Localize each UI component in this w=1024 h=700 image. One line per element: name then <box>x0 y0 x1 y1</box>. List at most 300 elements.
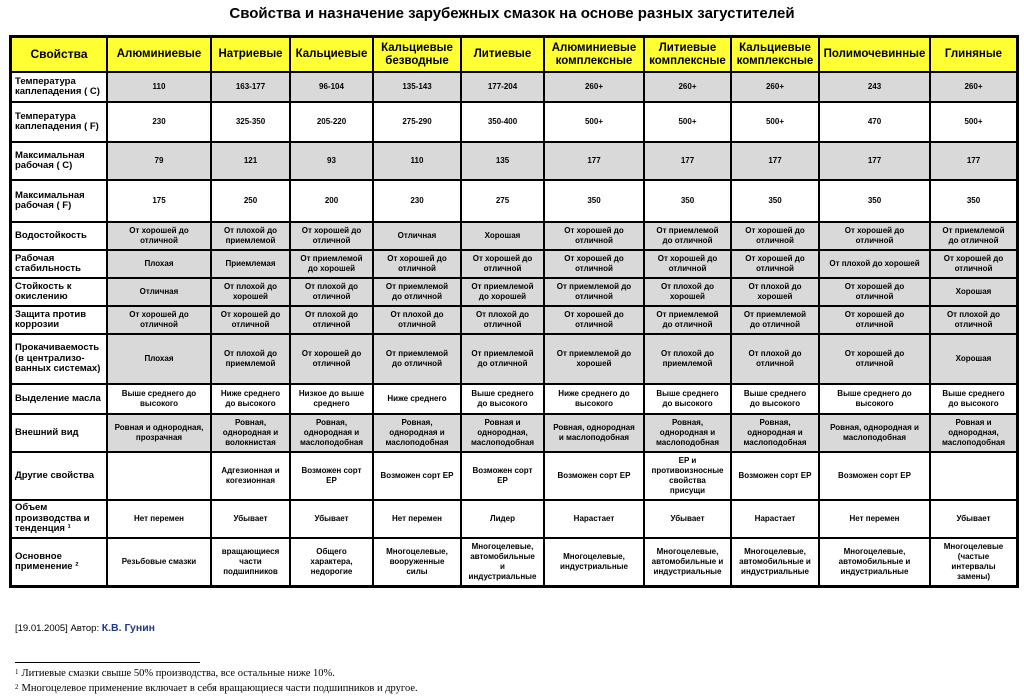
table-cell <box>819 250 930 278</box>
cell-value: Многоцелевые, индустриальные <box>560 552 628 571</box>
table-cell <box>644 500 731 538</box>
cell-value: вращающиеся части подшипников <box>221 547 280 576</box>
table-cell <box>290 102 373 142</box>
table-cell <box>930 72 1017 102</box>
cell-value: Нарастает <box>754 514 796 523</box>
footnote-divider <box>15 662 200 663</box>
table-cell <box>819 222 930 250</box>
cell-value: От приемлемой до отличной <box>551 281 637 303</box>
table-cell <box>731 250 819 278</box>
header-polyurea: Полимочевинные <box>819 37 930 72</box>
cell-value: Ровная, однородная и маслоподобная <box>826 422 923 444</box>
cell-value: 135 <box>468 155 537 167</box>
table-cell <box>644 384 731 414</box>
table-cell <box>731 180 819 222</box>
table-cell <box>819 102 930 142</box>
cell-value: 470 <box>867 117 882 126</box>
table-cell <box>211 538 290 586</box>
header-aluminum: Алюминиевые <box>107 37 211 72</box>
cell-value: От приемлемой до хорошей <box>297 253 366 275</box>
cell-value: Возможен сорт EP <box>472 466 533 485</box>
cell-value: 500+ <box>678 117 697 126</box>
table-cell <box>930 500 1017 538</box>
cell-value: Нарастает <box>573 514 615 523</box>
header-sodium: Натриевые <box>211 37 290 72</box>
table-cell <box>731 306 819 334</box>
table-cell <box>930 334 1017 384</box>
cell-value: От хорошей до отличной <box>551 309 637 331</box>
table-cell <box>544 180 644 222</box>
footnote-2 <box>15 683 418 694</box>
cell-value: Адгезионная и когезионная <box>221 466 280 485</box>
cell-value: 175 <box>152 196 166 205</box>
cell-value: Низкое до выше среднего <box>298 389 365 408</box>
cell-value: Плохая <box>114 353 204 365</box>
table-header-row <box>11 37 1017 72</box>
footer-author: К.В. Гунин <box>101 622 156 634</box>
row-label: Максимальная рабочая ( C) <box>11 142 107 180</box>
table-row <box>11 452 1017 500</box>
cell-value: От хорошей до отличной <box>651 253 724 275</box>
table-cell <box>290 142 373 180</box>
cell-value: От приемлемой до отличной <box>468 348 537 370</box>
table-cell <box>373 142 461 180</box>
header-anhydrous-calcium: Кальциевые безводные <box>373 37 461 72</box>
cell-value: От плохой до хорошей <box>738 281 812 303</box>
table-cell <box>461 222 544 250</box>
table-cell <box>644 222 731 250</box>
table-cell <box>930 278 1017 306</box>
cell-value: Возможен сорт EP <box>301 466 362 485</box>
cell-value: От хорошей до отличной <box>380 253 454 275</box>
table-cell <box>644 180 731 222</box>
cell-value: От хорошей до отличной <box>114 225 204 247</box>
cell-value: Ровная, однородная и волокнистая <box>218 417 283 449</box>
cell-value: 79 <box>114 155 204 167</box>
cell-value: От плохой до хорошей <box>826 258 923 270</box>
cell-value: 177 <box>551 155 637 167</box>
cell-value: От хорошей до отличной <box>826 225 923 247</box>
cell-value: 93 <box>297 155 366 167</box>
cell-value: От плохой до отличной <box>738 348 812 370</box>
cell-value: Приемлемая <box>218 258 283 270</box>
cell-value: Ровная, однородная и маслоподобная <box>651 417 724 449</box>
table-cell <box>373 278 461 306</box>
table-cell <box>461 278 544 306</box>
cell-value: Лидер <box>490 514 515 523</box>
cell-value: От приемлемой до отличной <box>380 348 454 370</box>
header-clay: Глиняные <box>930 37 1017 72</box>
table-cell <box>290 222 373 250</box>
table-cell <box>211 278 290 306</box>
row-label: Прокачиваемость (в централизо- ванных системах) <box>11 334 107 384</box>
cell-value: Хорошая <box>468 230 537 242</box>
table-cell <box>644 334 731 384</box>
table-cell <box>290 278 373 306</box>
table-cell <box>644 306 731 334</box>
cell-value: Выше среднего до высокого <box>837 389 912 408</box>
table-cell <box>211 250 290 278</box>
cell-value: От приемлемой до отличной <box>937 225 1010 247</box>
table-cell <box>544 72 644 102</box>
table-cell <box>930 102 1017 142</box>
cell-value: 500+ <box>765 117 785 126</box>
cell-value: От плохой до отличной <box>297 309 366 331</box>
table-cell <box>373 72 461 102</box>
table-row <box>11 142 1017 180</box>
table-cell <box>211 500 290 538</box>
cell-value: Многоцелевые, автомобильные и индустриальные <box>651 547 724 576</box>
table-cell <box>290 72 373 102</box>
cell-value: 350 <box>587 196 601 205</box>
table-cell <box>930 414 1017 452</box>
row-label: Внешний вид <box>11 414 107 452</box>
table-cell <box>544 538 644 586</box>
table-cell <box>731 278 819 306</box>
table-cell <box>290 538 373 586</box>
table-cell <box>107 452 211 500</box>
table-cell <box>461 142 544 180</box>
cell-value: Выше среднего до высокого <box>942 389 1005 408</box>
table-cell <box>461 306 544 334</box>
table-cell <box>290 334 373 384</box>
cell-value: Ровная и однородная, маслоподобная <box>937 417 1010 449</box>
cell-value: Возможен сорт EP <box>557 471 631 480</box>
cell-value: 275 <box>495 196 510 205</box>
table-row <box>11 72 1017 102</box>
table-cell <box>373 180 461 222</box>
table-cell <box>544 142 644 180</box>
cell-value: От приемлемой до отличной <box>380 281 454 303</box>
table-cell <box>731 142 819 180</box>
cell-value: Возможен сорт EP <box>380 471 454 480</box>
cell-value: От плохой до приемлемой <box>218 225 283 247</box>
table-cell <box>544 452 644 500</box>
table-cell <box>544 250 644 278</box>
cell-value: От плохой до приемлемой <box>651 348 724 370</box>
cell-value: От плохой до приемлемой <box>218 348 283 370</box>
table-cell <box>644 250 731 278</box>
cell-value: 350-400 <box>487 117 518 126</box>
table-row <box>11 334 1017 384</box>
table-cell <box>930 452 1017 500</box>
table-row <box>11 538 1017 586</box>
cell-value: 177 <box>651 155 724 167</box>
table-cell <box>290 180 373 222</box>
table-cell <box>290 384 373 414</box>
table-cell <box>290 250 373 278</box>
cell-value: 250 <box>243 196 258 205</box>
table-cell <box>373 500 461 538</box>
cell-value: От плохой до отличной <box>297 281 366 303</box>
table-row <box>11 500 1017 538</box>
row-label: Защита против коррозии <box>11 306 107 334</box>
cell-value: От приемлемой до отличной <box>651 225 724 247</box>
cell-value: 260+ <box>937 81 1010 93</box>
cell-value: 121 <box>218 155 283 167</box>
table-row <box>11 384 1017 414</box>
footnote-2-text: Многоцелевое применение включает в себя вращающиеся части подшипников и другое. <box>21 683 418 694</box>
table-cell <box>461 414 544 452</box>
table-cell <box>107 414 211 452</box>
cell-value: Нет перемен <box>392 514 442 523</box>
table-row <box>11 414 1017 452</box>
table-cell <box>107 500 211 538</box>
table-cell <box>930 250 1017 278</box>
table-row <box>11 180 1017 222</box>
table-cell <box>819 414 930 452</box>
cell-value: От хорошей до отличной <box>826 348 923 370</box>
table-cell <box>544 278 644 306</box>
table-cell <box>373 102 461 142</box>
table-cell <box>731 384 819 414</box>
cell-value: От плохой до отличной <box>468 309 537 331</box>
cell-value: 163-177 <box>218 81 283 93</box>
cell-value: Многоцелевые, автомобильные и индустриальные <box>468 542 537 581</box>
table-row <box>11 250 1017 278</box>
cell-value: 350 <box>867 196 882 205</box>
cell-value: 260+ <box>651 81 724 93</box>
cell-value: 177-204 <box>468 81 537 93</box>
row-label: Другие свойства <box>11 452 107 500</box>
table-cell <box>644 72 731 102</box>
cell-value: От приемлемой до хорошей <box>468 281 537 303</box>
cell-value: От плохой до хорошей <box>651 281 724 303</box>
table-cell <box>461 500 544 538</box>
cell-value: EP и противоизносные свойства присущи <box>651 456 724 495</box>
table-row <box>11 278 1017 306</box>
row-label: Водостойкость <box>11 222 107 250</box>
cell-value <box>937 475 1010 477</box>
table-row <box>11 102 1017 142</box>
header-properties: Свойства <box>11 37 107 72</box>
footer-date: [19.01.2005] Автор: <box>15 623 100 634</box>
cell-value: 110 <box>114 81 204 93</box>
cell-value: Убывает <box>314 514 349 523</box>
table-cell <box>644 452 731 500</box>
table-cell <box>461 72 544 102</box>
cell-value: От хорошей до отличной <box>551 225 637 247</box>
footer-author-line <box>15 622 155 634</box>
cell-value: Убывает <box>233 514 268 523</box>
table-row <box>11 222 1017 250</box>
cell-value: Многоцелевые, автомобильные и индустриальные <box>838 547 911 576</box>
cell-value: Хорошая <box>937 353 1010 365</box>
cell-value: 110 <box>380 155 454 167</box>
cell-value: От хорошей до отличной <box>826 281 923 303</box>
cell-value: 177 <box>826 155 923 167</box>
row-label: Максимальная рабочая ( F) <box>11 180 107 222</box>
table-cell <box>544 306 644 334</box>
cell-value: От хорошей до отличной <box>738 253 812 275</box>
cell-value: 500+ <box>964 117 983 126</box>
table-cell <box>107 538 211 586</box>
cell-value: От приемлемой до отличной <box>651 309 724 331</box>
table-cell <box>819 452 930 500</box>
table-cell <box>461 102 544 142</box>
table-cell <box>544 414 644 452</box>
cell-value: Ровная и однородная, прозрачная <box>114 423 204 442</box>
cell-value: 205-220 <box>316 117 347 126</box>
table-cell <box>373 414 461 452</box>
cell-value: Хорошая <box>937 286 1010 298</box>
cell-value: 500+ <box>584 117 604 126</box>
table-cell <box>819 180 930 222</box>
cell-value: Убывает <box>956 514 991 523</box>
table-cell <box>930 180 1017 222</box>
table-cell <box>373 250 461 278</box>
table-cell <box>544 500 644 538</box>
header-calcium-complex: Кальциевые комплексные <box>731 37 819 72</box>
cell-value: Ровная, однородная и маслоподобная <box>551 422 637 444</box>
table-cell <box>373 384 461 414</box>
row-label: Температура каплепадения ( C) <box>11 72 107 102</box>
footnote-1 <box>15 668 335 679</box>
cell-value: Выше среднего до высокого <box>656 389 719 408</box>
table-cell <box>107 278 211 306</box>
table-cell <box>930 538 1017 586</box>
cell-value: 260+ <box>551 81 637 93</box>
table-cell <box>461 250 544 278</box>
cell-value: 177 <box>738 155 812 167</box>
cell-value: 260+ <box>738 81 812 93</box>
cell-value: 135-143 <box>380 81 454 93</box>
table-cell <box>644 414 731 452</box>
table-body <box>11 72 1017 586</box>
cell-value: 350 <box>768 196 782 205</box>
table-cell <box>211 334 290 384</box>
cell-value: Отличная <box>114 286 204 298</box>
header-lithium-complex: Литиевые комплексные <box>644 37 731 72</box>
table-cell <box>461 538 544 586</box>
cell-value: Нет перемен <box>849 514 900 523</box>
cell-value: От хорошей до отличной <box>297 348 366 370</box>
cell-value: Плохая <box>114 258 204 270</box>
table-cell <box>107 142 211 180</box>
table-cell <box>211 180 290 222</box>
cell-value: Ровная, однородная и маслоподобная <box>738 417 812 449</box>
cell-value: Многоцелевые, автомобильные и индустриальные <box>739 547 811 576</box>
table-cell <box>461 384 544 414</box>
cell-value: Возможен сорт EP <box>738 471 812 480</box>
table-cell <box>211 306 290 334</box>
table-cell <box>107 72 211 102</box>
cell-value: От приемлемой до хорошей <box>551 348 637 370</box>
cell-value: От плохой до хорошей <box>218 281 283 303</box>
row-label: Основное применение ² <box>11 538 107 586</box>
table-cell <box>930 306 1017 334</box>
header-aluminum-complex: Алюминиевые комплексные <box>544 37 644 72</box>
table-cell <box>819 500 930 538</box>
footnote-1-mark: 1 <box>15 668 19 676</box>
cell-value: От хорошей до отличной <box>468 253 537 275</box>
table-cell <box>644 142 731 180</box>
cell-value: Общего характера, недорогие <box>310 547 353 576</box>
table-cell <box>107 222 211 250</box>
table-cell <box>211 72 290 102</box>
table-cell <box>819 334 930 384</box>
table-cell <box>107 102 211 142</box>
cell-value: Нет перемен <box>134 514 184 523</box>
table-cell <box>644 102 731 142</box>
table-cell <box>544 334 644 384</box>
table-cell <box>644 278 731 306</box>
table-cell <box>290 414 373 452</box>
cell-value: 96-104 <box>297 81 366 93</box>
table-row <box>11 306 1017 334</box>
table-cell <box>544 222 644 250</box>
table-cell <box>731 414 819 452</box>
cell-value: От плохой до отличной <box>937 309 1010 331</box>
cell-value: Резьбовые смазки <box>121 557 197 566</box>
table-cell <box>211 222 290 250</box>
row-label: Объем производства и тенденция ¹ <box>11 500 107 538</box>
cell-value: Выше среднего до высокого <box>121 389 197 408</box>
table-cell <box>211 414 290 452</box>
footnote-2-mark: 2 <box>15 683 19 691</box>
header-calcium: Кальциевые <box>290 37 373 72</box>
cell-value: Ровная и однородная, маслоподобная <box>468 417 537 449</box>
table-cell <box>107 306 211 334</box>
table-cell <box>211 452 290 500</box>
row-label: Выделение масла <box>11 384 107 414</box>
cell-value <box>114 475 204 477</box>
table-cell <box>373 306 461 334</box>
cell-value: 350 <box>680 196 695 205</box>
table-cell <box>373 538 461 586</box>
table-cell <box>930 222 1017 250</box>
cell-value: От плохой до отличной <box>380 309 454 331</box>
cell-value: Ниже среднего до высокого <box>220 389 281 408</box>
table-cell <box>731 538 819 586</box>
table-cell <box>107 334 211 384</box>
cell-value: Убывает <box>670 514 705 523</box>
table-cell <box>731 500 819 538</box>
cell-value: От хорошей до отличной <box>218 309 283 331</box>
row-label: Температура каплепадения ( F) <box>11 102 107 142</box>
cell-value: 230 <box>152 117 166 126</box>
table-cell <box>731 102 819 142</box>
footnote-1-text: Литиевые смазки свыше 50% производства, все остальные ниже 10%. <box>21 668 335 679</box>
table-cell <box>819 72 930 102</box>
table-cell <box>461 452 544 500</box>
cell-value: Отличная <box>380 230 454 242</box>
table-cell <box>211 142 290 180</box>
cell-value: От хорошей до отличной <box>738 225 812 247</box>
cell-value: 325-350 <box>235 117 266 126</box>
table-cell <box>107 250 211 278</box>
cell-value: От хорошей до отличной <box>297 225 366 247</box>
cell-value: Ровная, однородная и маслоподобная <box>380 417 454 449</box>
cell-value: От хорошей до отличной <box>551 253 637 275</box>
cell-value: Возможен сорт EP <box>838 471 911 480</box>
table-cell <box>373 452 461 500</box>
row-label: Стойкость к окислению <box>11 278 107 306</box>
page-title: Свойства и назначение зарубежных смазок на основе разных загустителей <box>229 5 795 22</box>
table-cell <box>819 142 930 180</box>
cell-value: От хорошей до отличной <box>114 309 204 331</box>
table-cell <box>731 72 819 102</box>
cell-value: Многоцелевые, вооруженные силы <box>386 547 448 576</box>
table-cell <box>107 384 211 414</box>
cell-value: От хорошей до отличной <box>826 309 923 331</box>
cell-value: Выше среднего до высокого <box>743 389 807 408</box>
table-cell <box>290 306 373 334</box>
table-cell <box>211 384 290 414</box>
cell-value: От хорошей до отличной <box>937 253 1010 275</box>
cell-value: 275-290 <box>402 117 432 126</box>
table-cell <box>644 538 731 586</box>
